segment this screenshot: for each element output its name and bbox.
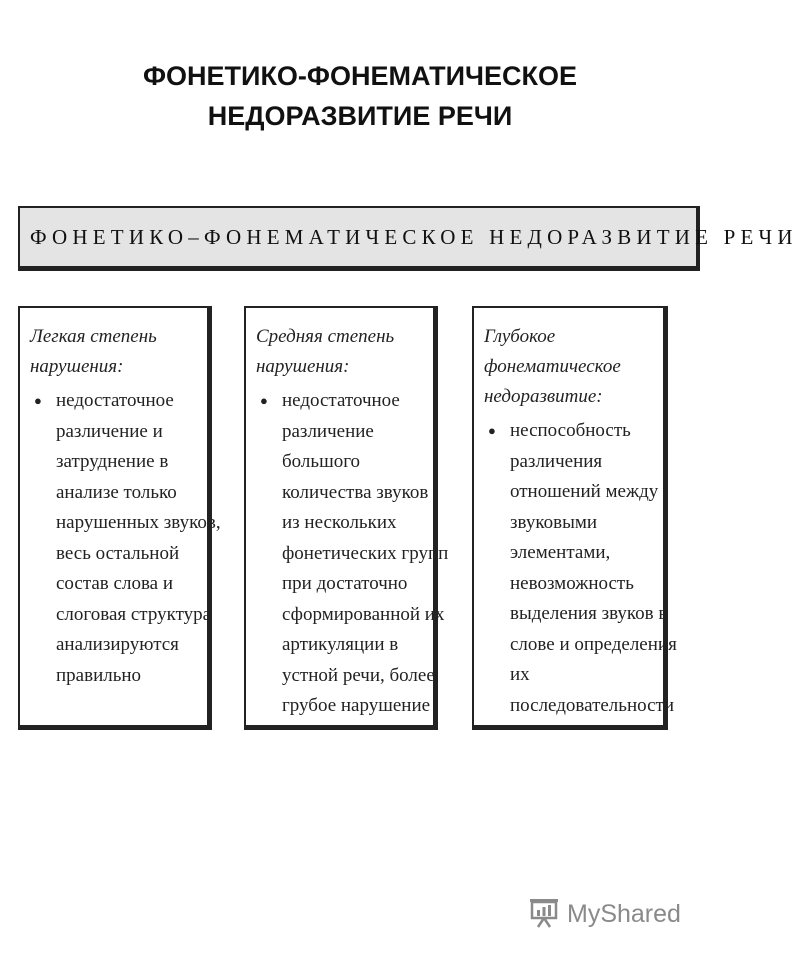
- text-line: звуковыми: [510, 511, 598, 533]
- title-line-2: НЕДОРАЗВИТИЕ РЕЧИ: [207, 101, 513, 131]
- heading-line: нарушения:: [30, 356, 124, 377]
- column-heading: [256, 322, 425, 382]
- column-deep: [472, 306, 677, 730]
- banner-text: ФОНЕТИКО–ФОНЕМАТИЧЕСКОЕ НЕДОРАЗВИТИЕ РЕЧИ: [30, 224, 798, 249]
- column-mild: [18, 306, 221, 730]
- text-line: различение: [282, 420, 374, 442]
- column-heading: [484, 322, 655, 412]
- text-line: недостаточное: [282, 390, 400, 411]
- bullet-text: [510, 416, 677, 721]
- text-line: различения: [510, 450, 603, 472]
- text-line: артикуляции в: [282, 634, 399, 655]
- text-line: нарушенных звуков,: [56, 512, 221, 533]
- text-line: количества звуков: [282, 481, 429, 503]
- watermark-logo: [527, 896, 681, 932]
- heading-line: фонематическое: [484, 356, 621, 377]
- text-line: последовательности: [510, 694, 674, 716]
- list-item: [256, 386, 449, 722]
- text-line: правильно: [56, 664, 142, 686]
- text-line: большого: [282, 451, 361, 472]
- heading-line: нарушения:: [256, 356, 350, 377]
- bullet-text: [56, 386, 221, 691]
- text-line: состав слова и: [56, 573, 174, 594]
- heading-line: недоразвитие:: [484, 386, 603, 407]
- text-line: отношений между: [510, 481, 659, 502]
- text-line: затруднение в: [56, 451, 169, 472]
- heading-line: Средняя степень: [256, 326, 395, 347]
- heading-line: Легкая степень: [30, 326, 157, 347]
- bullet-icon: ●: [260, 393, 268, 408]
- text-line: слове и определения: [510, 633, 677, 655]
- text-line: из нескольких: [282, 512, 397, 533]
- bullet-icon: ●: [488, 423, 496, 438]
- text-line: невозможность: [510, 572, 634, 594]
- text-line: грубое нарушение: [282, 695, 431, 716]
- column-moderate: [244, 306, 449, 730]
- text-line: весь остальной: [56, 542, 180, 564]
- heading-line: Глубокое: [484, 326, 556, 347]
- presentation-board-icon: [527, 895, 561, 934]
- bullet-text: [282, 386, 448, 722]
- list-item: [484, 416, 677, 721]
- text-line: фонетических групп: [282, 542, 449, 564]
- text-line: различение и: [56, 420, 163, 442]
- watermark-text: MyShared: [567, 899, 681, 928]
- bullet-icon: ●: [34, 393, 42, 408]
- text-line: элементами,: [510, 542, 611, 563]
- list-item: [30, 386, 221, 691]
- text-line: слоговая структура: [56, 603, 212, 625]
- text-line: анализе только: [56, 481, 177, 503]
- text-line: неспособность: [510, 420, 631, 441]
- diagram-banner: [18, 206, 798, 271]
- text-line: выделения звуков в: [510, 603, 668, 624]
- text-line: при достаточно: [282, 573, 408, 594]
- text-line: их: [510, 664, 530, 685]
- text-line: анализируются: [56, 634, 179, 655]
- text-line: недостаточное: [56, 390, 174, 411]
- page-title: [0, 56, 720, 136]
- title-line-1: ФОНЕТИКО-ФОНЕМАТИЧЕСКОЕ: [143, 61, 577, 91]
- column-heading: [30, 322, 199, 382]
- text-line: сформированной их: [282, 603, 445, 625]
- text-line: устной речи, более: [282, 664, 435, 686]
